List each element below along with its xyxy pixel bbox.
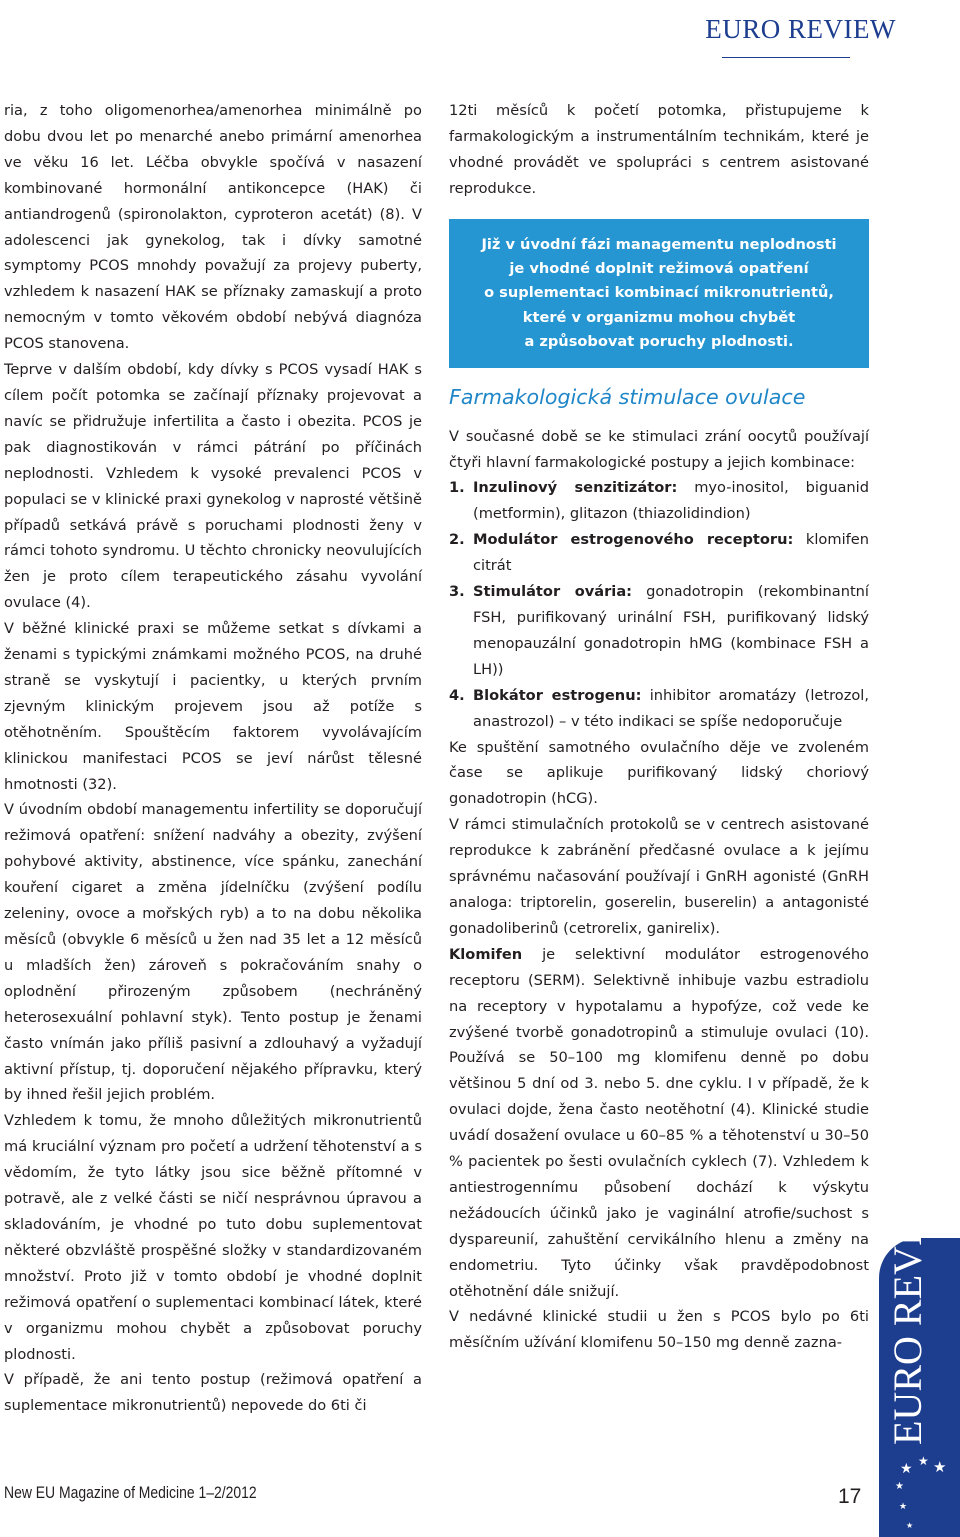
highlight-box [449, 219, 869, 368]
list-text [473, 527, 869, 579]
star-icon: ★ [918, 1454, 929, 1468]
body-paragraph: Ke spuštění samotného ovulačního děje ve zvoleném čase se aplikuje purifikovaný lidský choriový gonadotropin (hCG). [449, 738, 869, 808]
body-paragraph: V úvodním období managementu infertility se doporučují režimová opatření: snížení nadváhy a obezity, zvýšení pohybové aktivity, abstinence, více spánku, zanechání kouření cigaret a změna jídelníčku (zvýšení podílu zeleniny, ovoce a mořských ryb) a to na dobu několika měsíců (obvykle 6 měsíců u žen nad 35 let a 12 měsíců u mladších žen) zároveň s pokračováním snahy o oplodnění přirozeným způsobem (nechráněný heterosexuální pohlavní styk). Tento postup je ženami často vnímán jako příliš pasivní a zdlouhavý a vyžadují aktivní přístup, tj. doporučení nějakého přípravku, který by ihned řešil jejich problém. [4, 801, 422, 1104]
running-header-title: EURO REVIEW [705, 14, 896, 44]
list-number: 3. [449, 583, 465, 601]
klomifen-paragraph [449, 942, 869, 1305]
header-rule [722, 57, 850, 58]
body-paragraph: V nedávné klinické studii u žen s PCOS bylo po 6ti měsíčním užívání klomifenu 50–150 mg denně zazna- [449, 1308, 869, 1352]
left-column [4, 98, 422, 1419]
body-paragraph: Vzhledem k tomu, že mnoho důležitých mikronutrientů má kruciální význam pro početí a udržení těhotenství a s vědomím, že tyto látky jsou sice běžně přítomné v potravě, ale z velké části se ničí nesprávnou úpravou a skladováním, je vhodné po tuto dobu suplementovat některé obzvláště prospěšné složky v standardizovaném množství. Proto již v tomto období je vhodné doplnit režimová opatření o suplementaci kombinací látek, které v organizmu mohou chybět a způsobovat poruchy plodnosti. [4, 1112, 422, 1363]
list-number: 1. [449, 479, 465, 497]
list-item [449, 527, 869, 579]
list-item [449, 683, 869, 735]
list-number: 4. [449, 686, 465, 704]
page-number: 17 [838, 1485, 862, 1508]
right-column [449, 98, 869, 1356]
body-paragraph: V případě, že ani tento postup (režimová opatření a suplementace mikronutrientů) nepovede do 6ti či [4, 1371, 422, 1415]
list-text [473, 579, 869, 683]
body-paragraph: Teprve v dalším období, kdy dívky s PCOS vysadí HAK s cílem počít potomka se začínají příznaky projevovat a navíc se přidružuje infertilita a často i obezita. PCOS je pak diagnostikován v rámci pátrání po příčinách neplodnosti. Vzhledem k vysoké prevalenci PCOS v populaci se v klinické praxi gynekolog v naprosté většině případů setkává právě s poruchami plodnosti ženy v rámci tohoto syndromu. U těchto chronicky neovulujících žen je proto cílem terapeutického zásahu vyvolání ovulace (4). [4, 361, 422, 612]
intro-paragraph: 12ti měsíců k početí potomka, přistupujeme k farmakologickým a instrumentálním technikám, které je vhodné provádět ve spolupráci s centrem asistované reprodukce. [449, 102, 869, 197]
highlight-line: je vhodné doplnit režimová opatření [509, 260, 809, 278]
list-text [473, 475, 869, 527]
body-paragraph: V rámci stimulačních protokolů se v centrech asistované reprodukce k zabránění předčasné ovulace a k jejímu správnému načasování používají i GnRH agonisté (GnRH analoga: triptorelin, goserelin, buserelin) a antagonisté gonadoliberinů (cetrorelix, ganirelix). [449, 816, 869, 937]
body-paragraph: ria, z toho oligomenorhea/amenorhea minimálně po dobu dvou let po menarché anebo primární amenorhea ve věku 16 let. Léčba obvykle spočívá v nasazení kombinované hormonální antikoncepce (HAK) či antiandrogenů (spironolakton, cyproteron acetát) (8). V adolescenci jak gynekolog, tak i dívky samotné symptomy PCOS mnohdy považují za projevy puberty, vzhledem k nasazení HAK se příznaky zamaskují a proto nemocným v tomto věkovém období nebývá diagnóza PCOS stanovena. [4, 102, 422, 353]
list-text [473, 683, 869, 735]
list-term: Stimulátor ovária: [473, 583, 632, 601]
highlight-line: a způsobovat poruchy plodnosti. [524, 333, 794, 351]
list-term: Inzulinový senzitizátor: [473, 479, 678, 497]
list-desc: inhibitor aromatázy (letrozol, anastrozol) – v této indikaci se spíše nedoporučuje [473, 686, 869, 730]
stimulant-list [449, 475, 869, 734]
list-desc: klomifen citrát [473, 531, 870, 575]
list-desc: gonadotropin (rekombinantní FSH, purifikovaný urinální FSH, purifikovaný lidský menopauzální gonadotropin hMG (kombinace FSH a LH)) [473, 583, 869, 678]
list-item [449, 475, 869, 527]
star-icon: ★ [900, 1461, 913, 1477]
section-intro: V současné době se ke stimulaci zrání oocytů používají čtyři hlavní farmakologické postupy a jejich kombinace: [449, 427, 869, 471]
list-item [449, 579, 869, 683]
list-term: Modulátor estrogenového receptoru: [473, 531, 794, 549]
star-icon: ★ [895, 1481, 904, 1492]
list-term: Blokátor estrogenu: [473, 686, 642, 704]
side-band-title: EURO REVIEW [885, 1170, 930, 1445]
star-icon: ★ [906, 1521, 914, 1530]
highlight-line: o suplementaci kombinací mikronutrientů, [484, 284, 834, 302]
magazine-footer: New EU Magazine of Medicine 1–2/2012 [4, 1483, 257, 1502]
highlight-line: které v organizmu mohou chybět [522, 308, 796, 326]
star-icon: ★ [933, 1458, 947, 1476]
klomifen-text: je selektivní modulátor estrogenového receptoru (SERM). Selektivně inhibuje vazbu estradiolu na receptory v hypotalamu a hypofýze, což vede ke zvýšené tvorbě gonadotropinů a stimuluje ovulaci (10). Používá se 50–100 mg klomifenu denně po dobu většinou 5 dní od 3. nebo 5. dne cyklu. I v případě, že k ovulaci dojde, žena často neotěhotní (4). Klinické studie uvádí dosažení ovulace u 60–85 % a těhotenství u 30–50 % pacientek po šesti ovulačních cyklech (7). Vzhledem k antiestrogennímu působení dochází k výskytu nežádoucích účinků jako je vaginální atrofie/suchost s dyspareunií, zahuštění cervikálního hlenu a změny na endometriu. Tyto účinky však pravděpodobnost otěhotnění dále snižují. [449, 945, 869, 1300]
klomifen-term: Klomifen [449, 945, 523, 963]
body-paragraph: V běžné klinické praxi se můžeme setkat s dívkami a ženami s typickými známkami možného PCOS, na druhé straně se vyskytují i pacientky, u kterých prvním zjevným klinickým projevem jsou až potíže s otěhotněním. Spouštěcím faktorem vyvolávajícím klinickou manifestaci PCOS se jeví nárůst tělesné hmotnosti (32). [4, 620, 422, 793]
list-desc: myo-inositol, biguanid (metformin), glitazon (thiazolidindion) [473, 479, 869, 523]
star-icon: ★ [899, 1502, 908, 1512]
section-heading: Farmakologická stimulace ovulace [449, 384, 806, 409]
list-number: 2. [449, 531, 465, 549]
highlight-line: Již v úvodní fázi managementu neplodnosti [481, 235, 837, 253]
